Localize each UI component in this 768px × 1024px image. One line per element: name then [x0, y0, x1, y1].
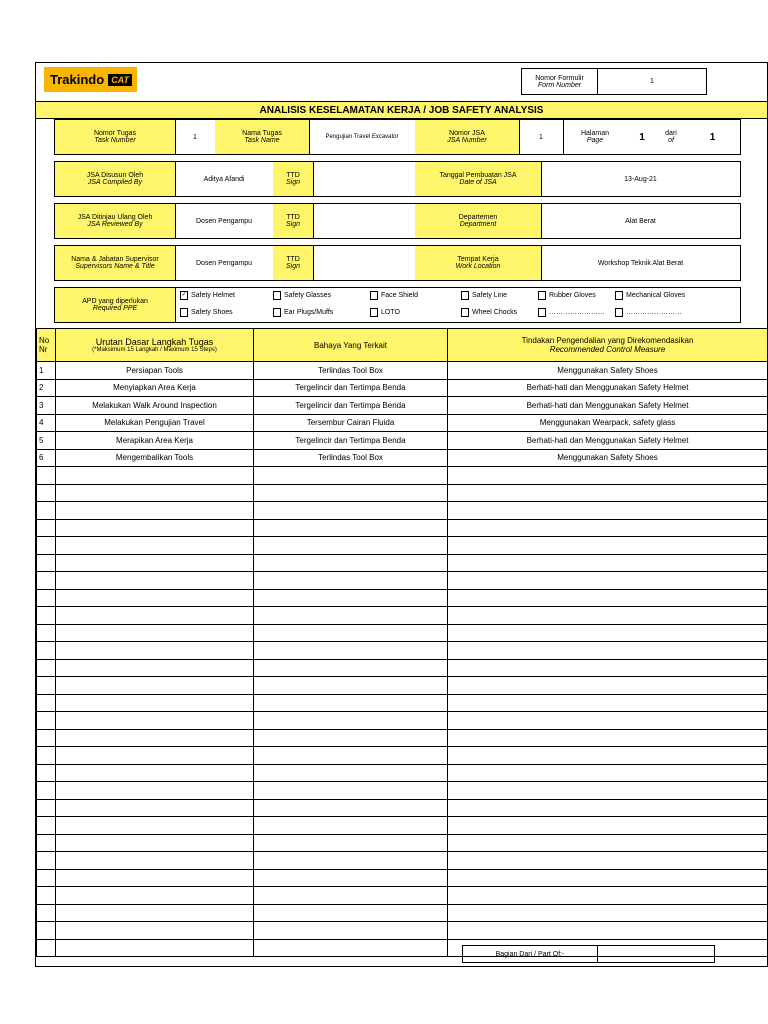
- table-row: [37, 677, 768, 695]
- cell-control[interactable]: [448, 502, 768, 520]
- cell-control[interactable]: [448, 712, 768, 730]
- cell-hazard[interactable]: [254, 537, 448, 555]
- reviewed-row: JSA Ditinjau Ulang Oleh JSA Reviewed By Dosen Pengampu TTD Sign Departemen Department Alat Berat: [54, 203, 741, 239]
- cell-control[interactable]: [448, 869, 768, 887]
- department: Alat Berat: [625, 217, 656, 225]
- cell-control[interactable]: [448, 537, 768, 555]
- table-row: [37, 502, 768, 520]
- part-of-field[interactable]: [597, 945, 715, 963]
- compiled-by: Aditya Afandi: [175, 162, 274, 196]
- cell-step[interactable]: [56, 659, 254, 677]
- table-row: [37, 834, 768, 852]
- cell-control[interactable]: [448, 782, 768, 800]
- cell-step[interactable]: [56, 519, 254, 537]
- ppe-checkbox[interactable]: ✓: [181, 292, 187, 298]
- cell-no[interactable]: [37, 642, 56, 660]
- cell-step[interactable]: [56, 624, 254, 642]
- cell-no[interactable]: [37, 659, 56, 677]
- ppe-item[interactable]: [370, 291, 418, 300]
- cell-hazard[interactable]: [254, 922, 448, 940]
- ppe-checklist: [175, 288, 740, 322]
- cell-hazard[interactable]: [254, 572, 448, 590]
- ppe-checkbox[interactable]: [370, 308, 378, 317]
- col-no: No Nr: [37, 329, 56, 362]
- cell-step[interactable]: [56, 537, 254, 555]
- jsa-steps-table: [36, 328, 768, 957]
- table-row: [37, 554, 768, 572]
- cell-step[interactable]: [56, 887, 254, 905]
- cell-step[interactable]: [56, 607, 254, 625]
- supervisor-row: Nama & Jabatan Supervisor Supervisors Name & Title Dosen Pengampu TTD Sign Tempat Kerja Work Location Workshop Teknik Alat Berat: [54, 245, 741, 281]
- cell-step[interactable]: [56, 677, 254, 695]
- cell-no[interactable]: [37, 624, 56, 642]
- cell-no[interactable]: [37, 607, 56, 625]
- ppe-label: Safety Line: [472, 292, 508, 299]
- cell-hazard[interactable]: Tergelincir dan Tertimpa Benda: [254, 397, 448, 415]
- cell-hazard[interactable]: [254, 834, 448, 852]
- cell-control[interactable]: Berhati-hati dan Menggunakan Safety Helmet: [448, 432, 768, 450]
- cell-no[interactable]: [37, 887, 56, 905]
- ppe-item[interactable]: [615, 308, 682, 317]
- cell-control[interactable]: [448, 834, 768, 852]
- cell-no[interactable]: [37, 922, 56, 940]
- ppe-checkbox[interactable]: [273, 291, 281, 300]
- cell-hazard[interactable]: [254, 887, 448, 905]
- table-row: [37, 887, 768, 905]
- table-row: [37, 607, 768, 625]
- cell-no[interactable]: 3: [37, 397, 56, 415]
- cell-control[interactable]: Menggunakan Wearpack, safety glass: [448, 414, 768, 432]
- table-row: [37, 712, 768, 730]
- cell-control[interactable]: [448, 624, 768, 642]
- cell-no[interactable]: [37, 782, 56, 800]
- cell-no[interactable]: [37, 764, 56, 782]
- task-row: Nomor Tugas Task Number 1 Nama Tugas Task Name Pengujian Travel Excavator Nomor JSA JSA Number 1 Halaman Page 1 dari of 1: [54, 119, 741, 155]
- cell-step[interactable]: [56, 869, 254, 887]
- trakindo-logo: Trakindo CAT: [44, 67, 137, 92]
- cell-step[interactable]: [56, 554, 254, 572]
- cell-control[interactable]: [448, 747, 768, 765]
- cell-no[interactable]: [37, 484, 56, 502]
- ppe-item[interactable]: [461, 291, 507, 300]
- cell-step[interactable]: Merapikan Area Kerja: [56, 432, 254, 450]
- cell-control[interactable]: Berhati-hati dan Menggunakan Safety Helmet: [448, 397, 768, 415]
- table-row: [37, 659, 768, 677]
- ppe-item[interactable]: [538, 308, 605, 317]
- cell-step[interactable]: [56, 589, 254, 607]
- cell-hazard[interactable]: [254, 729, 448, 747]
- cell-step[interactable]: [56, 747, 254, 765]
- table-row: [37, 449, 768, 467]
- jsa-number: 1: [519, 120, 564, 154]
- table-row: [37, 869, 768, 887]
- ppe-label: LOTO: [381, 309, 400, 316]
- ppe-label: ……………………: [626, 309, 682, 316]
- table-row: [37, 414, 768, 432]
- cell-no[interactable]: [37, 834, 56, 852]
- cell-step[interactable]: [56, 922, 254, 940]
- cell-no[interactable]: [37, 554, 56, 572]
- ppe-checkbox[interactable]: [538, 308, 546, 317]
- cell-control[interactable]: [448, 799, 768, 817]
- ppe-checkbox[interactable]: [370, 291, 378, 300]
- cell-control[interactable]: [448, 572, 768, 590]
- compiled-row: JSA Disusun Oleh JSA Compiled By Aditya Afandi TTD Sign Tanggal Pembuatan JSA Date of JSA 13-Aug-21: [54, 161, 741, 197]
- ppe-checkbox[interactable]: [180, 308, 188, 317]
- cell-no[interactable]: [37, 502, 56, 520]
- cell-hazard[interactable]: [254, 659, 448, 677]
- cell-step[interactable]: [56, 817, 254, 835]
- task-name: Pengujian Travel Excavator: [309, 120, 416, 154]
- cell-hazard[interactable]: [254, 904, 448, 922]
- cell-control[interactable]: [448, 642, 768, 660]
- ppe-label: Safety Helmet: [191, 292, 235, 299]
- cell-step[interactable]: [56, 502, 254, 520]
- cell-no[interactable]: [37, 572, 56, 590]
- cell-control[interactable]: [448, 764, 768, 782]
- cell-no[interactable]: [37, 904, 56, 922]
- form-title: ANALISIS KESELAMATAN KERJA / JOB SAFETY ANALYSIS: [36, 101, 767, 119]
- ppe-label: Wheel Chocks: [472, 309, 518, 316]
- ppe-item[interactable]: [273, 308, 333, 317]
- cell-no[interactable]: [37, 589, 56, 607]
- cell-control[interactable]: [448, 484, 768, 502]
- cell-no[interactable]: [37, 694, 56, 712]
- table-row: [37, 642, 768, 660]
- cell-step[interactable]: [56, 572, 254, 590]
- cell-control[interactable]: [448, 554, 768, 572]
- table-row: [37, 484, 768, 502]
- cell-no[interactable]: [37, 712, 56, 730]
- cell-hazard[interactable]: [254, 677, 448, 695]
- ppe-item[interactable]: [180, 308, 233, 317]
- work-location: Workshop Teknik Alat Berat: [597, 259, 684, 267]
- page-total: 1: [709, 131, 716, 143]
- cell-hazard[interactable]: [254, 712, 448, 730]
- cell-hazard[interactable]: [254, 589, 448, 607]
- cell-hazard[interactable]: [254, 519, 448, 537]
- cell-step[interactable]: [56, 694, 254, 712]
- cell-hazard[interactable]: [254, 607, 448, 625]
- page-number: 1: [639, 131, 645, 143]
- ppe-item[interactable]: [615, 291, 685, 300]
- cell-step[interactable]: Melakukan Walk Around Inspection: [56, 397, 254, 415]
- cell-control[interactable]: [448, 694, 768, 712]
- cell-no[interactable]: [37, 799, 56, 817]
- cell-no[interactable]: 2: [37, 379, 56, 397]
- table-row: [37, 467, 768, 485]
- ppe-checkbox[interactable]: [461, 308, 469, 317]
- cell-no[interactable]: [37, 747, 56, 765]
- ppe-item[interactable]: [180, 291, 235, 300]
- ppe-checkbox[interactable]: [461, 291, 469, 300]
- table-row: [37, 537, 768, 555]
- table-row: [37, 432, 768, 450]
- cell-no[interactable]: [37, 817, 56, 835]
- ppe-checkbox[interactable]: [538, 291, 546, 300]
- table-row: [37, 799, 768, 817]
- cell-hazard[interactable]: [254, 869, 448, 887]
- cell-no[interactable]: [37, 537, 56, 555]
- cell-hazard[interactable]: [254, 484, 448, 502]
- table-row: [37, 747, 768, 765]
- ppe-checkbox[interactable]: [615, 291, 623, 300]
- cell-step[interactable]: [56, 834, 254, 852]
- cell-control[interactable]: [448, 589, 768, 607]
- task-number: 1: [175, 120, 216, 154]
- cell-no[interactable]: 6: [37, 449, 56, 467]
- cell-step[interactable]: [56, 904, 254, 922]
- table-row: [37, 852, 768, 870]
- table-row: [37, 764, 768, 782]
- compiled-sign-field[interactable]: [313, 162, 416, 196]
- cell-no[interactable]: [37, 467, 56, 485]
- supervisor: Dosen Pengampu: [175, 246, 274, 280]
- cell-control[interactable]: Menggunakan Safety Shoes: [448, 362, 768, 380]
- part-of-label: Bagian Dari / Part Of:-: [462, 945, 598, 963]
- ppe-label: ……………………: [549, 309, 605, 316]
- cell-hazard[interactable]: Tergelincir dan Tertimpa Benda: [254, 432, 448, 450]
- form-number-box: Nomor Formulir Form Number 1: [521, 68, 707, 95]
- table-row: [37, 572, 768, 590]
- ppe-checkbox[interactable]: [615, 308, 623, 317]
- cell-step[interactable]: Mengembalikan Tools: [56, 449, 254, 467]
- cell-control[interactable]: [448, 677, 768, 695]
- col-hazard: Bahaya Yang Terkait: [254, 329, 448, 362]
- cell-control[interactable]: [448, 659, 768, 677]
- cell-hazard[interactable]: [254, 799, 448, 817]
- cell-no[interactable]: 4: [37, 414, 56, 432]
- form-number-value: 1: [650, 78, 654, 85]
- cell-hazard[interactable]: [254, 852, 448, 870]
- cell-step[interactable]: [56, 467, 254, 485]
- cell-hazard[interactable]: [254, 747, 448, 765]
- table-row: [37, 624, 768, 642]
- cell-hazard[interactable]: Terlindas Tool Box: [254, 362, 448, 380]
- cell-step[interactable]: [56, 729, 254, 747]
- footer: [36, 939, 767, 967]
- cell-control[interactable]: [448, 729, 768, 747]
- ppe-checkbox[interactable]: [273, 308, 281, 317]
- cell-no[interactable]: 1: [37, 362, 56, 380]
- cell-no[interactable]: [37, 729, 56, 747]
- cell-step[interactable]: [56, 799, 254, 817]
- cell-step[interactable]: [56, 782, 254, 800]
- cell-no[interactable]: [37, 677, 56, 695]
- cell-control[interactable]: [448, 519, 768, 537]
- table-row: [37, 519, 768, 537]
- table-row: [37, 817, 768, 835]
- cell-hazard[interactable]: Tergelincir dan Tertimpa Benda: [254, 379, 448, 397]
- cell-control[interactable]: [448, 922, 768, 940]
- cell-control[interactable]: [448, 887, 768, 905]
- cell-hazard[interactable]: [254, 764, 448, 782]
- cell-hazard[interactable]: [254, 502, 448, 520]
- cell-no[interactable]: [37, 869, 56, 887]
- cell-step[interactable]: Persiapan Tools: [56, 362, 254, 380]
- jsa-form: [35, 62, 768, 967]
- cell-hazard[interactable]: Tersembur Cairan Fluida: [254, 414, 448, 432]
- ppe-item[interactable]: [461, 308, 517, 317]
- cell-step[interactable]: [56, 712, 254, 730]
- ppe-item[interactable]: [370, 308, 400, 317]
- col-control: Tindakan Pengendalian yang Direkomendasikan Recommended Control Measure: [448, 329, 768, 362]
- cell-step[interactable]: Melakukan Pengujian Travel: [56, 414, 254, 432]
- cell-no[interactable]: [37, 519, 56, 537]
- table-row: [37, 362, 768, 380]
- cell-no[interactable]: 5: [37, 432, 56, 450]
- cell-control[interactable]: [448, 467, 768, 485]
- cell-hazard[interactable]: [254, 624, 448, 642]
- reviewed-by: Dosen Pengampu: [175, 204, 274, 238]
- cell-step[interactable]: [56, 764, 254, 782]
- cell-control[interactable]: [448, 607, 768, 625]
- ppe-label: Safety Glasses: [284, 292, 332, 299]
- table-row: [37, 694, 768, 712]
- cell-hazard[interactable]: Terlindas Tool Box: [254, 449, 448, 467]
- cell-control[interactable]: [448, 817, 768, 835]
- cell-hazard[interactable]: [254, 694, 448, 712]
- cell-hazard[interactable]: [254, 817, 448, 835]
- ppe-label: Rubber Gloves: [549, 292, 596, 299]
- cell-step[interactable]: [56, 852, 254, 870]
- ppe-row: APD yang diperlukan Required PPE ✓ Safety Helmet Safety Glasses Face Shield Safety Line Rubber Gloves Mechanical Gloves Safety Shoes Ear Plugs/Muffs LOTO Wheel Chocks …………………… ……………………: [54, 287, 741, 323]
- cell-control[interactable]: Berhati-hati dan Menggunakan Safety Helmet: [448, 379, 768, 397]
- ppe-item[interactable]: [538, 291, 596, 300]
- cell-hazard[interactable]: [254, 642, 448, 660]
- cell-hazard[interactable]: [254, 782, 448, 800]
- ppe-label: Safety Shoes: [191, 309, 233, 316]
- cell-step[interactable]: [56, 484, 254, 502]
- ppe-label: Face Shield: [381, 292, 418, 299]
- supervisor-sign-field[interactable]: [313, 246, 416, 280]
- table-row: [37, 729, 768, 747]
- cell-hazard[interactable]: [254, 554, 448, 572]
- table-row: [37, 904, 768, 922]
- cell-hazard[interactable]: [254, 467, 448, 485]
- ppe-label: Mechanical Gloves: [626, 292, 686, 299]
- ppe-item[interactable]: [273, 291, 331, 300]
- cell-step[interactable]: [56, 642, 254, 660]
- table-row: [37, 379, 768, 397]
- jsa-date: 13-Aug-21: [624, 175, 657, 183]
- table-row: [37, 782, 768, 800]
- reviewed-sign-field[interactable]: [313, 204, 416, 238]
- cell-control[interactable]: [448, 904, 768, 922]
- cell-control[interactable]: [448, 852, 768, 870]
- cell-control[interactable]: Menggunakan Safety Shoes: [448, 449, 768, 467]
- table-row: [37, 589, 768, 607]
- table-row: [37, 397, 768, 415]
- ppe-label: Ear Plugs/Muffs: [284, 309, 334, 316]
- cell-step[interactable]: Menyiapkan Area Kerja: [56, 379, 254, 397]
- col-steps: Urutan Dasar Langkah Tugas (*Maksimum 15 Langkah / Maximum 15 Steps): [56, 329, 254, 362]
- cell-no[interactable]: [37, 852, 56, 870]
- table-row: [37, 922, 768, 940]
